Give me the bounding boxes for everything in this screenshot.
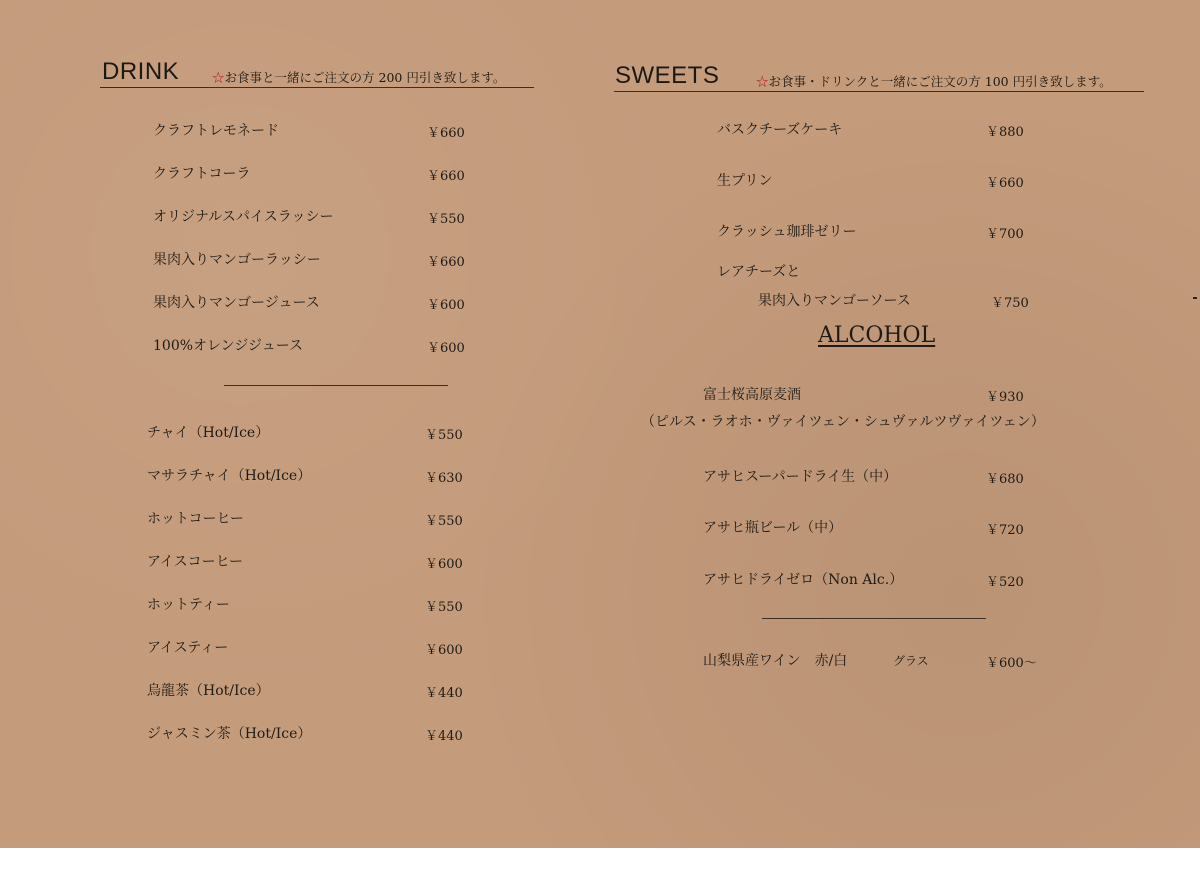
wine-item-price: ￥600～ — [986, 656, 1037, 671]
drink-item-name: ホットコーヒー — [147, 511, 244, 527]
alcohol-item-price: ￥680 — [986, 472, 1024, 487]
drink-item-name: 果肉入りマンゴーラッシー — [153, 252, 321, 268]
drink-item-price: ￥440 — [425, 686, 463, 701]
wine-item-name: 山梨県産ワイン 赤/白 — [703, 653, 848, 669]
drink-item-price: ￥440 — [425, 729, 463, 744]
drink-item-name: 100%オレンジジュース — [153, 338, 303, 354]
alcohol-title: ALCOHOL — [818, 323, 936, 348]
drink-discount-note — [212, 68, 505, 86]
drink-item-name: 烏龍茶（Hot/Ice） — [147, 683, 270, 699]
sweets-item-price: ￥880 — [986, 125, 1024, 140]
sweets-item-price: ￥750 — [991, 296, 1029, 311]
alcohol-item-name: 富士桜高原麦酒 — [703, 387, 801, 403]
drink-item-price: ￥630 — [425, 471, 463, 486]
drink-item-price: ￥600 — [427, 298, 465, 313]
drink-item-name: ジャスミン茶（Hot/Ice） — [147, 726, 312, 742]
star-icon: ☆ — [212, 70, 225, 85]
drink-note-text: お食事と一緒にご注文の方 200 円引き致します。 — [224, 70, 506, 85]
drink-title: DRINK — [102, 58, 180, 85]
drink-item-price: ￥600 — [427, 341, 465, 356]
alcohol-item-name: アサヒ瓶ビール（中） — [703, 520, 843, 536]
sweets-item-name-line2: 果肉入りマンゴーソース — [758, 293, 911, 309]
alcohol-item-subtext: （ピルス・ラオホ・ヴァイツェン・シュヴァルツヴァイツェン） — [641, 414, 1045, 430]
drink-item-name: オリジナルスパイスラッシー — [153, 209, 334, 225]
alcohol-item-name: アサヒスーパードライ生（中） — [703, 469, 898, 485]
drink-header-rule — [100, 87, 534, 88]
drink-item-price: ￥550 — [427, 212, 465, 227]
sweets-item-name: クラッシュ珈琲ゼリー — [717, 224, 857, 240]
drink-item-name: アイスティー — [147, 640, 229, 656]
edge-mark — [1193, 297, 1197, 299]
alcohol-item-name: アサヒドライゼロ（Non Alc.） — [703, 572, 904, 588]
drink-item-price: ￥550 — [425, 514, 463, 529]
drink-item-name: 果肉入りマンゴージュース — [153, 295, 320, 311]
drink-item-price: ￥600 — [425, 557, 463, 572]
drink-item-price: ￥550 — [425, 600, 463, 615]
alcohol-item-price: ￥720 — [986, 523, 1024, 538]
sweets-item-price: ￥700 — [986, 227, 1024, 242]
star-icon: ☆ — [756, 74, 769, 89]
sweets-title: SWEETS — [615, 62, 720, 89]
sweets-item-price: ￥660 — [986, 176, 1024, 191]
drink-item-price: ￥660 — [427, 169, 465, 184]
sweets-item-name: 生プリン — [717, 173, 773, 189]
sweets-header-rule — [614, 91, 1144, 92]
drink-divider — [224, 385, 448, 386]
drink-item-price: ￥660 — [427, 126, 465, 141]
drink-item-name: クラフトレモネード — [153, 123, 279, 139]
drink-item-price: ￥600 — [425, 643, 463, 658]
alcohol-item-price: ￥520 — [986, 575, 1024, 590]
sweets-item-name-line1: レアチーズと — [717, 264, 801, 280]
drink-item-name: チャイ（Hot/Ice） — [147, 425, 270, 441]
drink-item-name: クラフトコーラ — [153, 166, 251, 182]
drink-item-name: アイスコーヒー — [147, 554, 244, 570]
drink-item-name: マサラチャイ（Hot/Ice） — [147, 468, 312, 484]
drink-item-name: ホットティー — [147, 597, 230, 613]
alcohol-divider — [762, 618, 986, 619]
wine-item-unit: グラス — [893, 654, 929, 668]
drink-item-price: ￥660 — [427, 255, 465, 270]
alcohol-item-price: ￥930 — [986, 390, 1024, 405]
sweets-discount-note — [756, 72, 1112, 90]
drink-item-price: ￥550 — [425, 428, 463, 443]
sweets-note-text: お食事・ドリンクと一緒にご注文の方 100 円引き致します。 — [768, 74, 1112, 89]
sweets-item-name: バスクチーズケーキ — [717, 122, 843, 138]
